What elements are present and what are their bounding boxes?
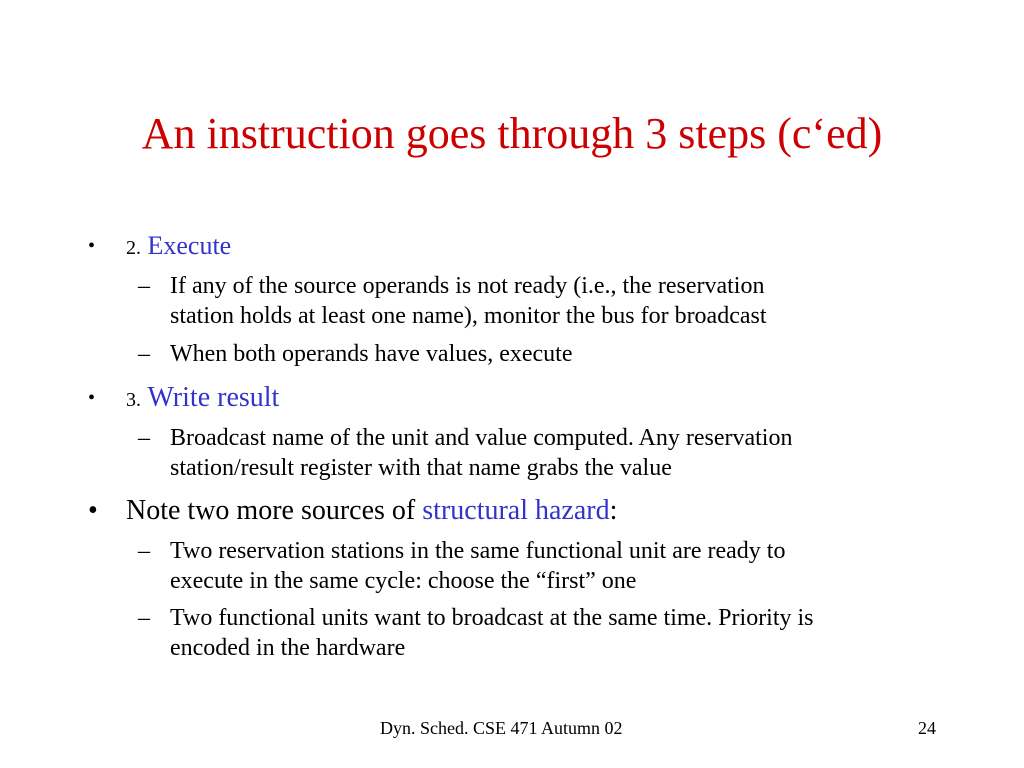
step-number: 3.	[126, 389, 141, 411]
subitem-line: Two functional units want to broadcast at the same time. Priority is	[170, 605, 814, 631]
dash-marker: –	[138, 605, 150, 631]
subitem-line: When both operands have values, execute	[170, 341, 573, 367]
bullet-write-result	[88, 381, 948, 415]
subitem-line: execute in the same cycle: choose the “first” one	[170, 568, 637, 594]
subitem-line: Broadcast name of the unit and value computed. Any reservation	[170, 425, 793, 451]
highlight-term: structural hazard	[422, 495, 610, 526]
bullet-suffix: :	[609, 495, 618, 526]
bullet-structural-hazard	[88, 493, 948, 529]
step-number: 2.	[126, 237, 141, 259]
dash-marker: –	[138, 273, 150, 299]
footer-text: Dyn. Sched. CSE 471 Autumn 02	[380, 718, 623, 738]
dash-marker: –	[138, 341, 150, 367]
bullet-execute	[88, 229, 948, 263]
dash-marker: –	[138, 538, 150, 564]
slide-title: An instruction goes through 3 steps (c‘ed)	[141, 109, 883, 158]
subitem-line: station holds at least one name), monitor the bus for broadcast	[170, 303, 767, 329]
subitem-line: encoded in the hardware	[170, 635, 406, 661]
bullet-marker: •	[88, 387, 96, 409]
bullet-text	[126, 229, 231, 265]
bullet-text	[126, 381, 279, 417]
subitem-line: Two reservation stations in the same functional unit are ready to	[170, 538, 786, 564]
bullet-text	[126, 493, 617, 529]
subitem-line: station/result register with that name grabs the value	[170, 455, 672, 481]
subitem-line: If any of the source operands is not ready (i.e., the reservation	[170, 273, 765, 299]
bullet-marker: •	[88, 235, 96, 257]
step-heading: Execute	[147, 231, 232, 260]
page-number: 24	[918, 718, 936, 738]
bullet-marker: •	[88, 495, 98, 526]
step-heading: Write result	[147, 382, 280, 413]
bullet-prefix: Note two more sources of	[126, 495, 423, 526]
dash-marker: –	[138, 425, 150, 451]
